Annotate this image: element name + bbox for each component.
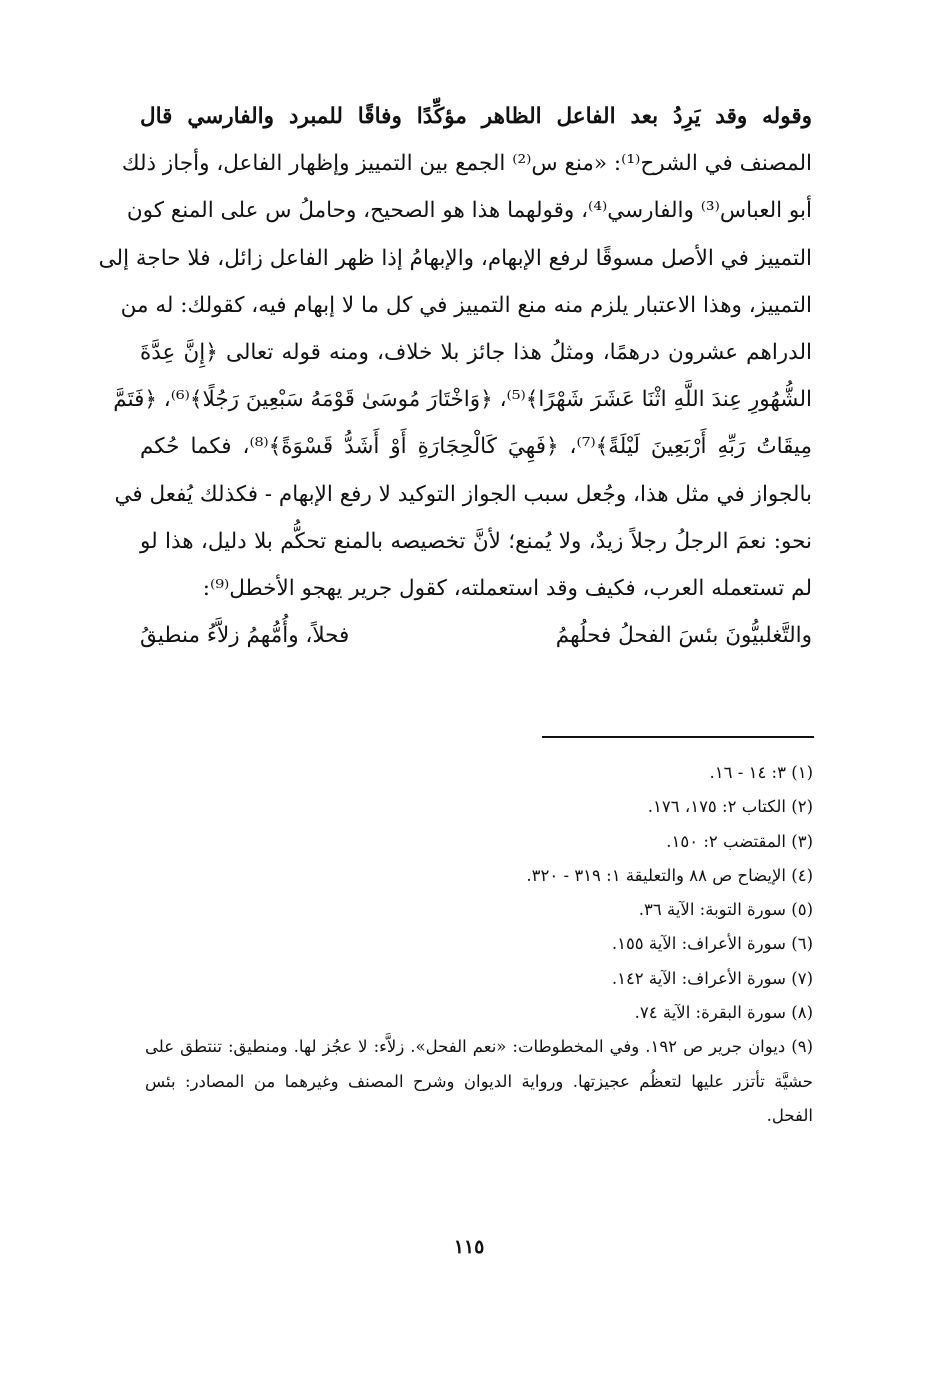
footnotes [145,756,813,1133]
footnote: (٨) سورة البقرة: الآية ٧٤. [634,1003,813,1023]
poetry-verse [140,612,812,659]
body-line: المصنف في الشرح⁽¹⁾: «منع س⁽²⁾ الجمع بين التمييز وإظهار الفاعل، وأجاز ذلك [121,151,812,177]
footnote: (٦) سورة الأعراف: الآية ١٥٥. [611,934,813,954]
body-line: بالجواز في مثل هذا، وجُعل سبب الجواز التوكيد لا رفع الإبهام - فكذلك يُفعل في [114,481,812,507]
footnote: (١) ٣: ١٤ - ١٦. [709,763,813,782]
body-line: وقوله وقد يَرِدُ بعد الفاعل الظاهر مؤكِّدًا وفاقًا للمبرد والفارسي قال [140,104,812,129]
footnote: (٢) الكتاب ٢: ١٧٥، ١٧٦. [647,797,813,817]
footnote: (٤) الإيضاح ص ٨٨ والتعليقة ١: ٣١٩ - ٣٢٠. [526,865,813,885]
body-line: نحو: نعمَ الرجلُ رجلاً زيدٌ، ولا يُمنع؛ لأنَّ تخصيصه بالمنع تحكُّم بلا دليل، هذا لو [140,528,812,554]
footnote-divider [542,736,814,738]
quran-quote-line: الشُّهُورِ عِندَ اللَّهِ اثْنَا عَشَرَ شَهْرًا﴾⁽⁵⁾، ﴿وَاخْتَارَ مُوسَىٰ قَوْمَهُ سَبْعِينَ رَجُلًا﴾⁽⁶⁾، ﴿فَتَمَّ [113,387,812,413]
body-line: الدراهم عشرون درهمًا، ومثلُ هذا جائز بلا خلاف، ومنه قوله تعالى ﴿إِنَّ عِدَّةَ [140,339,812,365]
body-line: التمييز في الأصل مسوقًا لرفع الإبهام، والإبهامُ إذا ظهر الفاعل زائل، فلا حاجة إلى [98,245,812,271]
body-line: أبو العباس⁽³⁾ والفارسي⁽⁴⁾، وقولهما هذا هو الصحيح، وحاملُ س على المنع كون [126,198,812,224]
footnote: (٧) سورة الأعراف: الآية ١٤٢. [611,968,813,988]
footnote: (٩) ديوان جرير ص ١٩٢. وفي المخطوطات: «نعم الفحل». زلاَّء: لا عجُز لها. ومنطيق: تنتطق على حشيَّة تأتزر عليها لتعظُم عجيزتها. ورواية الديوان وشرح المصنف وغيرهما من المصادر: بئس الفحل. [145,1037,814,1125]
page-number: ١١٥ [453,1236,485,1258]
verse-second-hemistich: فحلاً، وأُمُّهمُ زلاَّءُ منطيقُ [140,623,350,649]
quran-quote-line: مِيقَاتُ رَبِّهِ أَرْبَعِينَ لَيْلَةً﴾⁽⁷⁾، ﴿فَهِيَ كَالْحِجَارَةِ أَوْ أَشَدُّ قَسْوَةً﴾⁽⁸⁾، فكما حُكم [140,434,812,460]
footnote: (٥) سورة التوبة: الآية ٣٦. [638,900,813,920]
verse-first-hemistich: والتَّغلبيُّونَ بئسَ الفحلُ فحلُهمُ [555,623,812,649]
body-text [98,93,812,659]
body-line: لم تستعمله العرب، فكيف وقد استعملته، كقول جرير يهجو الأخطل⁽⁹⁾: [202,575,812,601]
body-line: التمييز، وهذا الاعتبار يلزم منه منع التمييز في كل ما لا إبهام فيه، كقولك: له من [120,292,812,318]
footnote: (٣) المقتضب ٢: ١٥٠. [666,831,813,851]
